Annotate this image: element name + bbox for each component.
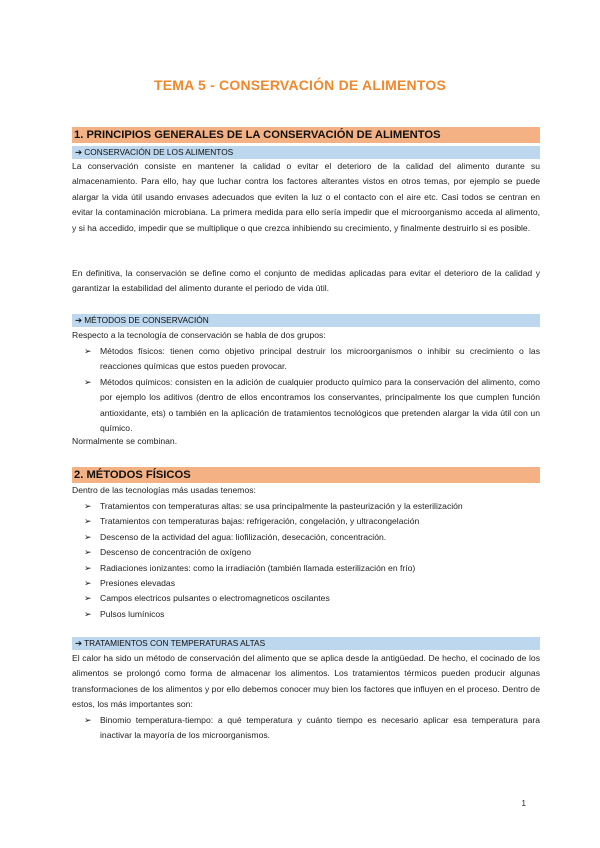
section-heading-principios: 1. PRINCIPIOS GENERALES DE LA CONSERVACIÓN DE ALIMENTOS (72, 127, 540, 143)
list-item: ➢ Métodos físicos: tienen como objetivo principal destruir los microorganismos o inhibir su crecimiento o las reacciones químicas que estos pueden provocar. (84, 346, 540, 372)
section-heading-metodos-fisicos: 2. MÉTODOS FÍSICOS (72, 467, 540, 483)
paragraph-tecnologias-intro: Dentro de las tecnologías más usadas tenemos: (72, 485, 256, 495)
subheading-conservacion: ➔ CONSERVACIÓN DE LOS ALIMENTOS (72, 146, 540, 159)
list-factores (72, 713, 540, 744)
list-item: ➢ Descenso de la actividad del agua: liofilización, desecación, concentración. (72, 530, 540, 545)
list-item: ➢ Presiones elevadas (72, 576, 540, 591)
list-item: ➢ Descenso de concentración de oxígeno (72, 545, 540, 560)
document-title: TEMA 5 - CONSERVACIÓN DE ALIMENTOS (153, 77, 446, 93)
arrow-bullet-icon: ➢ (84, 578, 92, 589)
arrow-bullet-icon: ➢ (84, 715, 92, 725)
paragraph-calor: El calor ha sido un método de conservación del alimento que se aplica desde la antigüedad. De hecho, el cocinado de los alimentos se prolongó como forma de almacenar los alimentos. Los tratamientos térmicos pueden producir algunas transformaciones de los alimentos y por ello debemos conocer muy bien los factores que influyen en el proceso. Dentro de estos, los más importantes son: (72, 653, 540, 710)
paragraph-definicion: En definitiva, la conservación se define como el conjunto de medidas aplicadas para evitar el deterioro de la calidad y garantizar la estabilidad del alimento durante el periodo de vida útil. (72, 268, 540, 294)
subheading-metodos-conservacion: ➔ MÉTODOS DE CONSERVACIÓN (72, 314, 540, 327)
arrow-bullet-icon: ➢ (84, 516, 92, 527)
list-item: ➢ Campos electricos pulsantes o electromagneticos oscilantes (72, 591, 540, 606)
list-item: ➢ Radiaciones ionizantes: como la irradiación (también llamada esterilización en frío) (72, 561, 540, 576)
list-item: ➢ Tratamientos con temperaturas bajas: refrigeración, congelación, y ultracongelación (72, 514, 540, 529)
arrow-bullet-icon: ➢ (84, 562, 92, 573)
list-item: ➢ Tratamientos con temperaturas altas: se usa principalmente la pasteurización y la esterilización (72, 499, 540, 514)
arrow-bullet-icon: ➢ (84, 547, 92, 558)
list-metodos (72, 344, 540, 436)
list-item: ➢ Métodos químicos: consisten en la adición de cualquier producto químico para la conservación del alimento, como por ejemplo los aditivos (dentro de ellos encontramos los conservantes, principalmente los que cumplen función antioxidante, ets) o también en la aplicación de tratamientos tecnológicos que pretenden alargar la vida útil con un químico. (84, 376, 540, 434)
arrow-bullet-icon: ➢ (84, 376, 92, 387)
list-item: ➢ Binomio temperatura-tiempo: a qué temperatura y cuánto tiempo es necesario aplicar esa temperatura para inactivar la mayoría de los microorganismos. (84, 715, 540, 741)
paragraph-metodos-intro: Respecto a la tecnología de conservación se habla de dos grupos: (72, 330, 326, 340)
arrow-bullet-icon: ➢ (84, 531, 92, 542)
arrow-bullet-icon: ➢ (84, 608, 92, 619)
page-number: 1 (521, 799, 526, 808)
list-tecnologias (72, 499, 540, 622)
arrow-bullet-icon: ➢ (84, 501, 92, 511)
subheading-temperaturas-altas: ➔ TRATAMIENTOS CON TEMPERATURAS ALTAS (72, 637, 540, 650)
arrow-bullet-icon: ➢ (84, 593, 92, 604)
arrow-bullet-icon: ➢ (84, 346, 92, 356)
paragraph-metodos-outro: Normalmente se combinan. (72, 436, 178, 446)
list-item: ➢ Pulsos lumínicos (72, 607, 540, 622)
paragraph-conservacion: La conservación consiste en mantener la calidad o evitar el deterioro de la calidad del alimento durante su almacenamiento. Para ello, hay que luchar contra los factores alterantes vistos en otros temas, por ejemplo se puede alargar la vida útil usando envases adecuados que eviten la luz o el contacto con el aire etc. Casi todos se centran en evitar la contaminación microbiana. La primera medida para ello sería impedir que el microorganismo acceda al alimento, y si ha accedido, impedir que se multiplique o que crezca inhibiendo su crecimiento, y finalmente destruirlo si es posible. (72, 161, 540, 233)
